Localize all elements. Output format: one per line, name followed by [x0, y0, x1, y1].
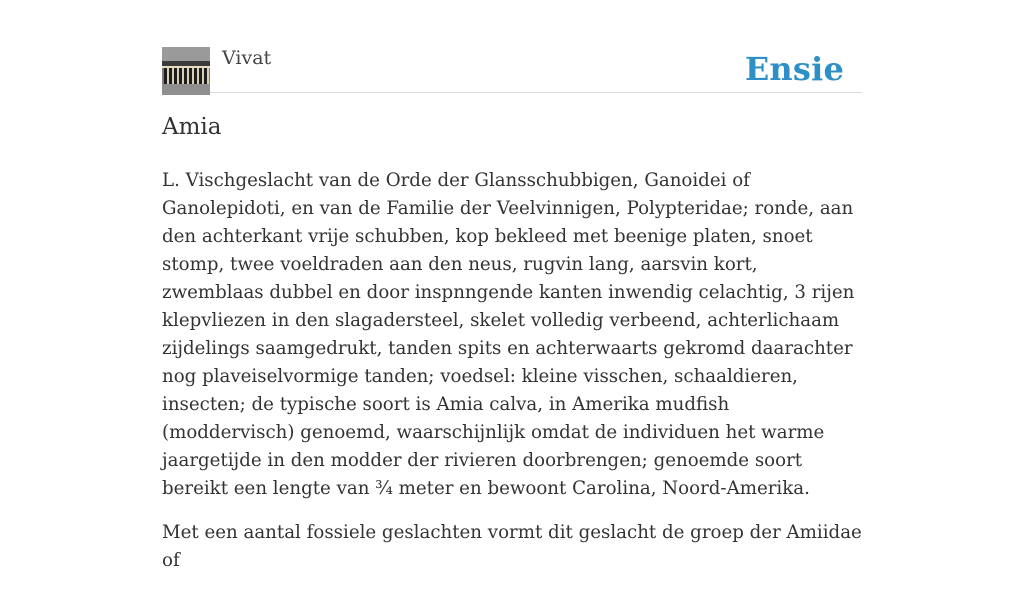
article-title: Amia — [162, 114, 222, 140]
header — [162, 44, 862, 93]
article-paragraph: L. Vischgeslacht van de Orde der Glansschubbigen, Ganoidei of Ganolepidoti, en van de Familie der Veelvinnigen, Polypteridae; ronde, aan den achterkant vrije schubben, kop bekleed met beenige platen, snoet stomp, twee voeldraden aan den neus, rugvin lang, aarsvin kort, zwemblaas dubbel en door inspnngende kanten inwendig celachtig, 3 rijen klepvliezen in den slagadersteel, skelet volledig verbeend, achterlichaam zijdelings saamgedrukt, tanden spits en achterwaarts gekromd daarachter nog plaveiselvormige tanden; voedsel: kleine visschen, schaaldieren, insecten; de typische soort is Amia calva, in Amerika mudfish (moddervisch) genoemd, waarschijnlijk omdat de individuen het warme jaargetijde in den modder der rivieren doorbrengen; genoemde soort bereikt een lengte van ¾ meter en bewoont Carolina, Noord-Amerika. — [162, 170, 855, 499]
article-body — [162, 167, 862, 591]
ensie-logo[interactable]: Ensie — [744, 50, 844, 88]
source-avatar[interactable] — [162, 47, 210, 95]
source-name[interactable]: Vivat — [222, 47, 272, 69]
books-shelf-icon — [162, 47, 210, 95]
article-paragraph: Met een aantal fossiele geslachten vormt dit geslacht de groep der Amiidae of — [162, 522, 862, 571]
